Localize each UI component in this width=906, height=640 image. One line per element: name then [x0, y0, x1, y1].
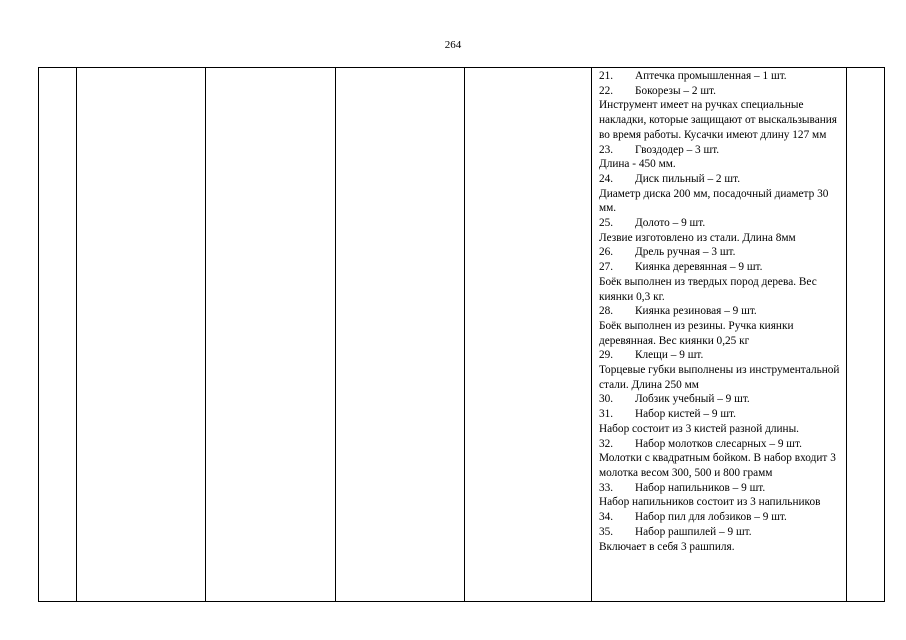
item-text: Киянка резиновая – 9 шт. — [635, 305, 757, 318]
item-text: Аптечка промышленная – 1 шт. — [635, 70, 787, 82]
item-number: 29. — [599, 349, 614, 362]
table-cell-empty — [206, 68, 336, 602]
list-item — [599, 84, 842, 99]
table-cell-empty — [39, 68, 77, 602]
list-item — [599, 69, 842, 84]
item-text: Гвоздодер – 3 шт. — [635, 143, 720, 156]
item-text: Киянка деревянная – 9 шт. — [635, 261, 763, 274]
equipment-table — [38, 67, 885, 602]
item-number: 33. — [599, 481, 614, 494]
table-cell-empty — [77, 68, 206, 602]
list-item — [599, 260, 842, 275]
list-item — [599, 392, 842, 407]
equipment-list — [592, 68, 846, 554]
item-number: 23. — [599, 143, 614, 156]
item-text: Набор кистей – 9 шт. — [635, 408, 736, 421]
item-number: 21. — [599, 70, 614, 82]
list-item — [599, 407, 842, 422]
table-row — [39, 68, 885, 602]
item-text: Набор молотков слесарных – 9 шт. — [635, 437, 802, 450]
item-note: Торцевые губки выполнены из инструментальной стали. Длина 250 мм — [599, 364, 840, 391]
item-note: Диаметр диска 200 мм, посадочный диаметр 30 мм. — [599, 187, 829, 215]
table-cell-empty — [847, 68, 885, 602]
table-cell-empty — [336, 68, 465, 602]
item-number: 34. — [599, 511, 614, 524]
item-text: Набор рашпилей – 9 шт. — [635, 525, 752, 538]
table-cell-empty — [465, 68, 592, 602]
page-number: 264 — [444, 39, 462, 51]
item-text: Бокорезы – 2 шт. — [635, 84, 716, 97]
item-text: Клещи – 9 шт. — [635, 349, 704, 362]
item-note: Включает в себя 3 рашпиля. — [599, 540, 735, 553]
item-note: Набор состоит из 3 кистей разной длины. — [599, 422, 799, 435]
item-note: Боёк выполнен из резины. Ручка киянки деревянная. Вес киянки 0,25 кг — [599, 319, 794, 347]
list-item — [599, 525, 842, 540]
item-number: 27. — [599, 261, 614, 274]
item-number: 30. — [599, 393, 614, 406]
item-text: Диск пильный – 2 шт. — [635, 172, 741, 185]
table-cell-equipment-list — [592, 68, 847, 602]
list-item — [599, 510, 842, 525]
item-number: 31. — [599, 408, 614, 421]
list-item — [599, 348, 842, 363]
item-text: Долото – 9 шт. — [635, 217, 706, 230]
item-number: 26. — [599, 246, 614, 259]
item-number: 22. — [599, 84, 614, 97]
item-note: Лезвие изготовлено из стали. Длина 8мм — [599, 231, 796, 244]
list-item — [599, 481, 842, 496]
item-text: Набор пил для лобзиков – 9 шт. — [635, 511, 787, 524]
item-note: Длина - 450 мм. — [599, 158, 676, 171]
list-item — [599, 216, 842, 231]
item-number: 35. — [599, 525, 614, 538]
item-note: Инструмент имеет на ручках специальные накладки, которые защищают от выскальзывания во время работы. Кусачки имеют длину 127 мм — [599, 99, 838, 141]
item-note: Боёк выполнен из твердых пород дерева. Вес киянки 0,3 кг. — [599, 275, 817, 303]
list-item — [599, 437, 842, 452]
list-item — [599, 245, 842, 260]
item-text: Дрель ручная – 3 шт. — [635, 246, 736, 259]
item-text: Набор напильников – 9 шт. — [635, 481, 766, 494]
list-item — [599, 143, 842, 158]
item-number: 32. — [599, 437, 614, 450]
item-note: Молотки с квадратным бойком. В набор входит 3 молотка весом 300, 500 и 800 грамм — [599, 452, 836, 479]
item-number: 25. — [599, 217, 614, 230]
list-item — [599, 304, 842, 319]
list-item — [599, 172, 842, 187]
item-text: Лобзик учебный – 9 шт. — [635, 393, 750, 406]
item-note: Набор напильников состоит из 3 напильников — [599, 496, 821, 509]
item-number: 24. — [599, 172, 614, 185]
item-number: 28. — [599, 305, 614, 318]
